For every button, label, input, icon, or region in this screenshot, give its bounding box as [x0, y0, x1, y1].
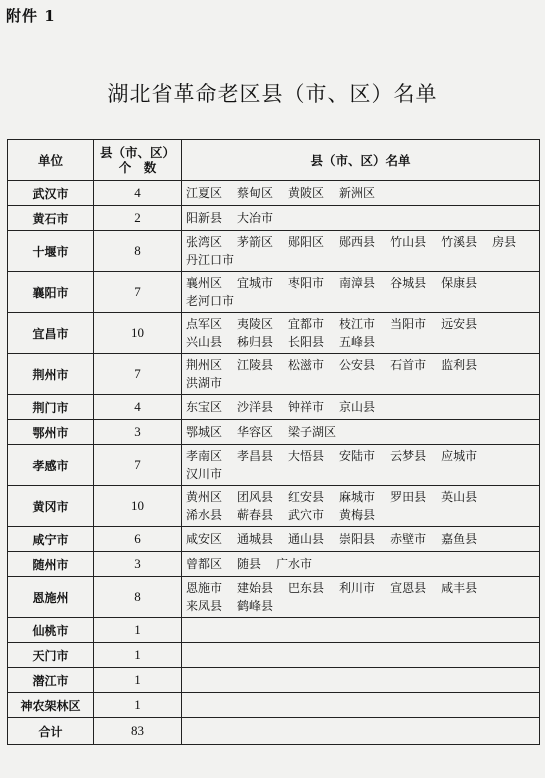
row-count: 7	[94, 354, 182, 395]
row-count: 4	[94, 181, 182, 206]
row-count: 6	[94, 527, 182, 552]
county-name: 麻城市	[339, 490, 376, 504]
county-name: 当阳市	[390, 317, 427, 331]
county-name: 通城县	[237, 532, 274, 546]
county-name: 保康县	[441, 276, 478, 290]
county-name: 洪湖市	[186, 376, 223, 390]
row-unit: 荆门市	[8, 395, 94, 420]
county-name: 石首市	[390, 358, 427, 372]
county-name: 南漳县	[339, 276, 376, 290]
county-name: 秭归县	[237, 335, 274, 349]
county-name: 松滋市	[288, 358, 325, 372]
table-row	[8, 206, 540, 231]
row-unit: 神农架林区	[8, 693, 94, 718]
row-names	[182, 618, 540, 643]
county-name: 监利县	[441, 358, 478, 372]
county-name: 应城市	[441, 449, 478, 463]
county-name: 云梦县	[390, 449, 427, 463]
row-unit: 随州市	[8, 552, 94, 577]
row-names	[182, 354, 540, 395]
county-name: 远安县	[441, 317, 478, 331]
header-names: 县（市、区）名单	[182, 140, 540, 181]
row-unit: 黄石市	[8, 206, 94, 231]
table-row	[8, 527, 540, 552]
county-name: 东宝区	[186, 400, 223, 414]
table-row	[8, 693, 540, 718]
row-count: 8	[94, 231, 182, 272]
row-count: 7	[94, 445, 182, 486]
header-unit: 单位	[8, 140, 94, 181]
header-count-line2: 个 数	[118, 160, 157, 175]
table-row	[8, 668, 540, 693]
county-name: 张湾区	[186, 235, 223, 249]
county-name: 咸丰县	[441, 581, 478, 595]
county-name: 宜城市	[237, 276, 274, 290]
old-revolutionary-areas-table	[7, 139, 540, 745]
county-name: 江夏区	[186, 186, 223, 200]
county-name: 阳新县	[186, 211, 223, 225]
row-unit: 宜昌市	[8, 313, 94, 354]
row-names	[182, 527, 540, 552]
county-name: 公安县	[339, 358, 376, 372]
county-name: 枝江市	[339, 317, 376, 331]
table-row	[8, 395, 540, 420]
table-row	[8, 272, 540, 313]
total-row	[8, 718, 540, 745]
county-name: 宣恩县	[390, 581, 427, 595]
row-count: 10	[94, 486, 182, 527]
row-count: 7	[94, 272, 182, 313]
row-count: 4	[94, 395, 182, 420]
attachment-label: 附件 1	[6, 7, 56, 25]
county-name: 大冶市	[237, 211, 274, 225]
row-names	[182, 206, 540, 231]
county-name: 利川市	[339, 581, 376, 595]
county-name: 孝南区	[186, 449, 223, 463]
county-name: 谷城县	[390, 276, 427, 290]
county-name: 武穴市	[288, 508, 325, 522]
county-name: 京山县	[339, 400, 376, 414]
county-name: 点军区	[186, 317, 223, 331]
county-name: 沙洋县	[237, 400, 274, 414]
row-unit: 天门市	[8, 643, 94, 668]
county-name: 襄州区	[186, 276, 223, 290]
county-name: 蕲春县	[237, 508, 274, 522]
county-name: 新洲区	[339, 186, 376, 200]
county-name: 曾都区	[186, 557, 223, 571]
row-count: 3	[94, 552, 182, 577]
county-name: 竹溪县	[441, 235, 478, 249]
row-names	[182, 486, 540, 527]
row-names	[182, 181, 540, 206]
table-row	[8, 643, 540, 668]
county-name: 竹山县	[390, 235, 427, 249]
county-name: 大悟县	[288, 449, 325, 463]
row-count: 10	[94, 313, 182, 354]
county-name: 老河口市	[186, 294, 235, 308]
county-name: 鹤峰县	[237, 599, 274, 613]
county-name: 五峰县	[339, 335, 376, 349]
row-unit: 荆州市	[8, 354, 94, 395]
row-count: 3	[94, 420, 182, 445]
county-name: 罗田县	[390, 490, 427, 504]
row-names	[182, 643, 540, 668]
header-count	[94, 140, 182, 181]
county-name: 梁子湖区	[288, 425, 337, 439]
county-name: 来凤县	[186, 599, 223, 613]
row-names	[182, 272, 540, 313]
row-unit: 十堰市	[8, 231, 94, 272]
county-name: 郧西县	[339, 235, 376, 249]
header-count-line1: 县（市、区）	[99, 145, 175, 160]
table-row	[8, 445, 540, 486]
row-unit: 鄂州市	[8, 420, 94, 445]
county-name: 华容区	[237, 425, 274, 439]
row-count: 8	[94, 577, 182, 618]
row-unit: 孝感市	[8, 445, 94, 486]
county-name: 恩施市	[186, 581, 223, 595]
county-name: 英山县	[441, 490, 478, 504]
row-unit: 潜江市	[8, 668, 94, 693]
row-count: 2	[94, 206, 182, 231]
county-name: 孝昌县	[237, 449, 274, 463]
county-name: 兴山县	[186, 335, 223, 349]
table-row	[8, 313, 540, 354]
county-name: 巴东县	[288, 581, 325, 595]
row-names	[182, 313, 540, 354]
row-count: 1	[94, 643, 182, 668]
county-name: 咸安区	[186, 532, 223, 546]
county-name: 夷陵区	[237, 317, 274, 331]
county-name: 黄州区	[186, 490, 223, 504]
row-unit: 襄阳市	[8, 272, 94, 313]
county-name: 茅箭区	[237, 235, 274, 249]
total-label: 合计	[8, 718, 94, 745]
county-name: 房县	[492, 235, 517, 249]
row-names	[182, 231, 540, 272]
table-header-row	[8, 140, 540, 181]
table-row	[8, 420, 540, 445]
row-count: 1	[94, 668, 182, 693]
document-title: 湖北省革命老区县（市、区）名单	[107, 82, 438, 106]
county-name: 枣阳市	[288, 276, 325, 290]
county-name: 嘉鱼县	[441, 532, 478, 546]
county-name: 荆州区	[186, 358, 223, 372]
table-row	[8, 231, 540, 272]
county-name: 钟祥市	[288, 400, 325, 414]
county-name: 江陵县	[237, 358, 274, 372]
table-row	[8, 552, 540, 577]
county-name: 建始县	[237, 581, 274, 595]
county-name: 赤壁市	[390, 532, 427, 546]
county-name: 蔡甸区	[237, 186, 274, 200]
total-names-empty	[182, 718, 540, 745]
table-body	[8, 181, 540, 718]
county-name: 红安县	[288, 490, 325, 504]
county-name: 崇阳县	[339, 532, 376, 546]
table-row	[8, 354, 540, 395]
county-name: 汉川市	[186, 467, 223, 481]
row-names	[182, 577, 540, 618]
row-unit: 仙桃市	[8, 618, 94, 643]
county-name: 郧阳区	[288, 235, 325, 249]
row-unit: 黄冈市	[8, 486, 94, 527]
row-names	[182, 420, 540, 445]
county-name: 鄂城区	[186, 425, 223, 439]
county-name: 黄陂区	[288, 186, 325, 200]
table-row	[8, 618, 540, 643]
county-name: 黄梅县	[339, 508, 376, 522]
row-count: 1	[94, 693, 182, 718]
row-names	[182, 552, 540, 577]
county-name: 随县	[237, 557, 262, 571]
county-name: 长阳县	[288, 335, 325, 349]
row-count: 1	[94, 618, 182, 643]
county-name: 广水市	[276, 557, 313, 571]
table-row	[8, 577, 540, 618]
row-names	[182, 395, 540, 420]
row-names	[182, 693, 540, 718]
county-name: 团风县	[237, 490, 274, 504]
county-name: 通山县	[288, 532, 325, 546]
county-name: 丹江口市	[186, 253, 235, 267]
row-names	[182, 445, 540, 486]
county-name: 宜都市	[288, 317, 325, 331]
row-names	[182, 668, 540, 693]
county-name: 安陆市	[339, 449, 376, 463]
county-name: 浠水县	[186, 508, 223, 522]
table-row	[8, 486, 540, 527]
row-unit: 咸宁市	[8, 527, 94, 552]
row-unit: 恩施州	[8, 577, 94, 618]
table-row	[8, 181, 540, 206]
row-unit: 武汉市	[8, 181, 94, 206]
total-count: 83	[94, 718, 182, 745]
